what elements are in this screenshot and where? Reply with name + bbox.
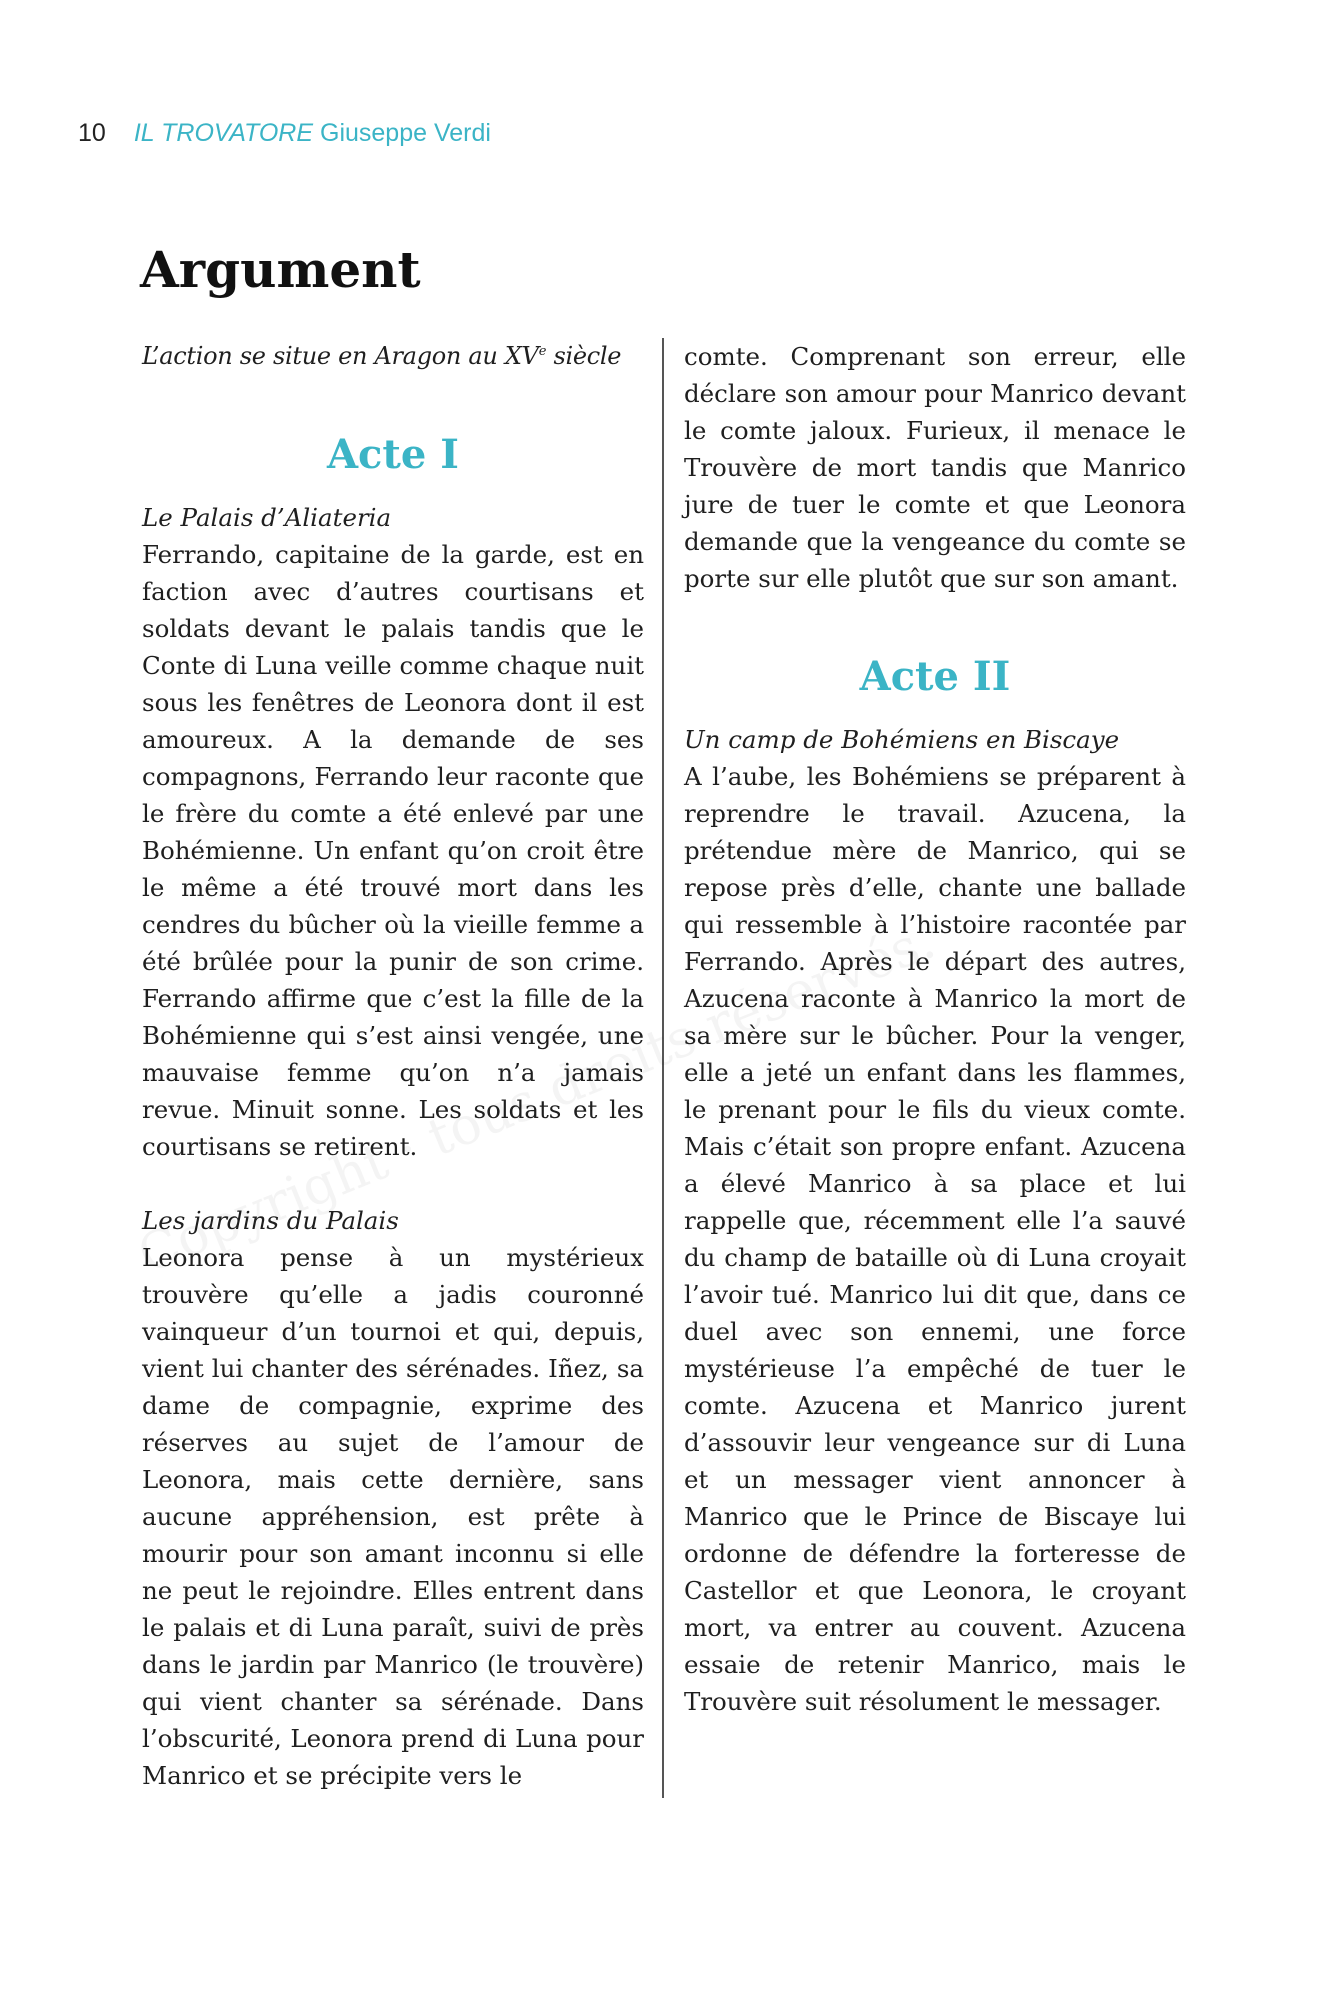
page-number: 10 — [78, 119, 106, 147]
act-2-scene-1-title: Un camp de Bohémiens en Biscaye — [684, 725, 1120, 754]
setting-superscript: e — [538, 344, 547, 359]
act-1-scene-2-text-right: comte. Comprenant son erreur, elle déclare son amour pour Manrico devant le comte jaloux. Furieux, il menace le Trouvère de mort tandis que Manrico jure de tuer le comte et que Leonora demande que la vengeance du comte se porte sur elle plutôt que sur son amant. — [684, 342, 1186, 593]
book-author: Giuseppe Verdi — [320, 119, 491, 147]
right-column — [684, 338, 1186, 1720]
setting-line: L’action se situe en Aragon au XVe siècle — [142, 342, 622, 370]
running-head — [78, 118, 491, 148]
column-divider — [662, 338, 664, 1798]
act-1-scene-2-text-left: Leonora pense à un mystérieux trouvère qu’elle a jadis couronné vainqueur d’un tournoi et qui, depuis, vient lui chanter des sérénades. Iñez, sa dame de compagnie, exprime des réserves au sujet de l’amour de Leonora, mais cette dernière, sans aucune appréhension, est prête à mourir pour son amant inconnu si elle ne peut le rejoindre. Elles entrent dans le palais et di Luna paraît, suivi de près dans le jardin par Manrico (le trouvère) qui vient chanter sa sérénade. Dans l’obscurité, Leonora prend di Luna pour Manrico et se précipite vers le — [142, 1243, 644, 1790]
act-1-scene-1-title: Le Palais d’Aliateria — [142, 503, 392, 532]
act-2-title: Acte II — [859, 653, 1011, 700]
book-title: IL TROVATORE — [133, 119, 314, 147]
page-heading: Argument — [140, 240, 421, 299]
act-1-scene-2-title: Les jardins du Palais — [142, 1206, 399, 1235]
left-column — [142, 338, 644, 1794]
act-1-title: Acte I — [327, 431, 459, 478]
act-2-scene-1-text: A l’aube, les Bohémiens se préparent à reprendre le travail. Azucena, la prétendue mère de Manrico, qui se repose près d’elle, chante une ballade qui ressemble à l’histoire racontée par Ferrando. Après le départ des autres, Azucena raconte à Manrico la mort de sa mère sur le bûcher. Pour la venger, elle a jeté un enfant dans les flammes, le prenant pour le fils du vieux comte. Mais c’était son propre enfant. Azucena a élevé Manrico à sa place et lui rappelle que, récemment elle l’a sauvé du champ de bataille où di Luna croyait l’avoir tué. Manrico lui dit que, dans ce duel avec son ennemi, une force mystérieuse l’a empêché de tuer le comte. Azucena et Manrico jurent d’assouvir leur vengeance sur di Luna et un messager vient annoncer à Manrico que le Prince de Biscaye lui ordonne de défendre la forteresse de Castellor et que Leonora, le croyant mort, va entrer au couvent. Azucena essaie de retenir Manrico, mais le Trouvère suit résolument le messager. — [684, 762, 1186, 1716]
act-1-scene-1-text: Ferrando, capitaine de la garde, est en faction avec d’autres courtisans et soldats devant le palais tandis que le Conte di Luna veille comme chaque nuit sous les fenêtres de Leonora dont il est amoureux. A la demande de ses compagnons, Ferrando leur raconte que le frère du comte a été enlevé par une Bohémienne. Un enfant qu’on croit être le même a été trouvé mort dans les cendres du bûcher où la vieille femme a été brûlée pour la punir de son crime. Ferrando affirme que c’est la fille de la Bohémienne qui s’est ainsi vengée, une mauvaise femme qu’on n’a jamais revue. Minuit sonne. Les soldats et les courtisans se retirent. — [142, 540, 644, 1161]
